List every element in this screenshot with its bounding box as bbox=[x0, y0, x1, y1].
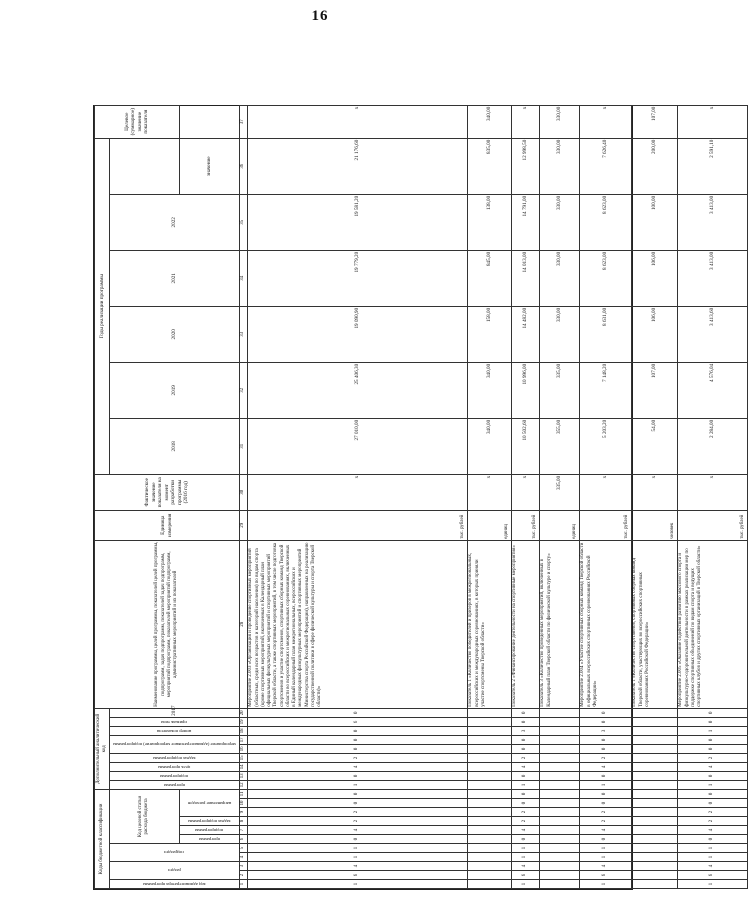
row-final-value: 107,00 bbox=[631, 105, 677, 138]
table-body bbox=[247, 105, 747, 888]
code-cell bbox=[631, 862, 677, 871]
column-index-cell: 20 bbox=[239, 708, 247, 717]
code-cell: 4 bbox=[247, 862, 467, 871]
code-cell: 0 bbox=[579, 717, 631, 726]
column-index-cell: 16 bbox=[239, 744, 247, 753]
code-cell bbox=[539, 789, 579, 798]
code-cell: 1 bbox=[677, 726, 747, 735]
code-cell bbox=[539, 771, 579, 780]
code-cell: 1 bbox=[579, 853, 631, 862]
row-final-value: х bbox=[247, 105, 467, 138]
code-cell: 1 bbox=[247, 780, 467, 789]
code-cell: 0 bbox=[247, 744, 467, 753]
column-index-cell: 4 bbox=[239, 853, 247, 862]
column-index-row bbox=[239, 105, 247, 888]
column-index-cell: 35 bbox=[239, 194, 247, 250]
code-cell: 0 bbox=[677, 744, 747, 753]
row-fact-value: 335,00 bbox=[539, 474, 579, 510]
year-2017-header: 2017 bbox=[109, 708, 239, 717]
code-cell bbox=[539, 762, 579, 771]
year-value-cell: 27 010,00 bbox=[247, 418, 467, 474]
column-index-cell: 36 bbox=[239, 138, 247, 194]
code-cell bbox=[631, 708, 677, 717]
years-header: Годы реализации программы bbox=[95, 138, 110, 474]
code-cell bbox=[467, 871, 511, 880]
code-cell bbox=[539, 853, 579, 862]
code-cell: 0 bbox=[511, 799, 539, 808]
code-cell: 2 bbox=[579, 808, 631, 817]
page-number: 16 bbox=[311, 8, 329, 24]
year-value-cell: 14 482,00 bbox=[511, 306, 539, 362]
code-cell: 1 bbox=[511, 880, 539, 889]
code-cell bbox=[631, 771, 677, 780]
section-header: раздел bbox=[109, 862, 239, 880]
code-cell: 2 bbox=[579, 753, 631, 762]
column-index-cell: 15 bbox=[239, 753, 247, 762]
row-name: Показатель 1 «Количество спортсменов, спортивных сборных команд Тверской области, участвующих во всероссийских спортивных соревнованиях Российской Федерации» bbox=[631, 540, 677, 708]
code-cell bbox=[539, 835, 579, 844]
code-cell: 1 bbox=[247, 880, 467, 889]
column-index-cell: 33 bbox=[239, 306, 247, 362]
code-cell: 6 bbox=[247, 717, 467, 726]
year-value-cell: 330,00 bbox=[539, 250, 579, 306]
code-cell: 2 bbox=[511, 753, 539, 762]
rotated-table-container bbox=[94, 106, 746, 889]
code-cell bbox=[467, 844, 511, 853]
row-name: Мероприятие 2.004 «Участие спортивных сборных команд Тверской области в официальных всероссийских спортивных соревнованиях Российской Федерации» bbox=[579, 540, 631, 708]
code-cell bbox=[631, 880, 677, 889]
code-cell: 6 bbox=[247, 871, 467, 880]
code-cell bbox=[631, 717, 677, 726]
code-cell: 0 bbox=[247, 708, 467, 717]
code-cell bbox=[467, 753, 511, 762]
code-cell bbox=[467, 826, 511, 835]
year-value-cell: 335,00 bbox=[539, 362, 579, 418]
column-index-cell: 29 bbox=[239, 510, 247, 540]
column-index-cell: 8 bbox=[239, 817, 247, 826]
code-cell: 2 bbox=[511, 808, 539, 817]
year-value-cell: 107,00 bbox=[631, 362, 677, 418]
year-value-cell: 106,00 bbox=[631, 250, 677, 306]
row-unit: человек bbox=[631, 510, 677, 540]
code-cell bbox=[539, 708, 579, 717]
year-value-cell: 355,00 bbox=[539, 418, 579, 474]
year-value-cell: 340,00 bbox=[467, 362, 511, 418]
code-cell: 4 bbox=[677, 826, 747, 835]
code-cell bbox=[467, 717, 511, 726]
code-cell bbox=[631, 735, 677, 744]
code-cell bbox=[631, 762, 677, 771]
code-cell: 4 bbox=[511, 826, 539, 835]
code-cell: 6 bbox=[579, 871, 631, 880]
code-cell bbox=[539, 780, 579, 789]
column-index-cell: 6 bbox=[239, 835, 247, 844]
code-cell: 3 bbox=[579, 726, 631, 735]
year-value-cell: 14 013,00 bbox=[511, 250, 539, 306]
code-cell bbox=[539, 871, 579, 880]
year-value-cell: 19 581,20 bbox=[247, 194, 467, 250]
ad-task-header: задача подпрограммы bbox=[109, 753, 239, 762]
code-cell: 0 bbox=[677, 835, 747, 844]
year-value-cell: 4 576,04 bbox=[677, 362, 747, 418]
row-name: Мероприятие 2.005 «Оказание содействия развитию массового спорта и физкультурно-оздоровительной деятельности в рамках реализации мер по поддержке спортивных объединений по видам спорта и ведущих спортивных клубов и других спортивных организаций в Тверской области» bbox=[677, 540, 747, 708]
code-cell bbox=[467, 771, 511, 780]
column-index-cell: 3 bbox=[239, 862, 247, 871]
year-value-cell: 19 090,90 bbox=[247, 306, 467, 362]
code-cell: 4 bbox=[677, 862, 747, 871]
year-value-cell: 8 623,00 bbox=[579, 250, 631, 306]
code-cell bbox=[467, 808, 511, 817]
column-index-cell: 2 bbox=[239, 871, 247, 880]
column-index-cell: 31 bbox=[239, 418, 247, 474]
code-cell: 0 bbox=[579, 771, 631, 780]
code-cell: 1 bbox=[247, 853, 467, 862]
year-value-cell: 54,00 bbox=[631, 418, 677, 474]
year-value-cell: 200,00 bbox=[631, 138, 677, 194]
column-index-cell: 17 bbox=[239, 735, 247, 744]
code-cell bbox=[467, 789, 511, 798]
column-index-cell: 30 bbox=[239, 474, 247, 510]
column-index-cell: 1 bbox=[239, 880, 247, 889]
ad-prog-header: программа bbox=[109, 780, 239, 789]
code-cell: 2 bbox=[677, 753, 747, 762]
year-value-cell: 2 591,10 bbox=[677, 138, 747, 194]
year-value-cell: 21 176,60 bbox=[247, 138, 467, 194]
code-cell: 0 bbox=[511, 835, 539, 844]
code-cell: 6 bbox=[511, 871, 539, 880]
row-final-value: х bbox=[511, 105, 539, 138]
admin-code-header: код администратора программы bbox=[109, 880, 239, 889]
code-cell: 2 bbox=[247, 817, 467, 826]
column-index-cell: 12 bbox=[239, 780, 247, 789]
header-row-1 bbox=[95, 105, 110, 888]
column-index-cell: 11 bbox=[239, 789, 247, 798]
column-index-cell: 19 bbox=[239, 717, 247, 726]
table-row bbox=[467, 105, 511, 888]
unit-header: Единица измерения bbox=[95, 510, 240, 540]
year-value-cell: 8 631,00 bbox=[579, 306, 631, 362]
code-cell: 6 bbox=[677, 871, 747, 880]
code-cell: 0 bbox=[247, 726, 467, 735]
year-value-cell: 2 284,00 bbox=[677, 418, 747, 474]
year-value-cell: 7 148,20 bbox=[579, 362, 631, 418]
ad-sign-header: признак типа bbox=[109, 717, 239, 726]
row-fact-value: х bbox=[579, 474, 631, 510]
code-cell: 0 bbox=[579, 744, 631, 753]
row-final-value: 330,00 bbox=[539, 105, 579, 138]
year-value-cell: 19 779,20 bbox=[247, 250, 467, 306]
year-2018-header: 2018 bbox=[109, 418, 239, 474]
code-cell bbox=[467, 853, 511, 862]
year-value-cell: 10 502,60 bbox=[511, 418, 539, 474]
code-cell: 0 bbox=[579, 735, 631, 744]
code-cell bbox=[467, 817, 511, 826]
code-cell bbox=[631, 726, 677, 735]
column-index-cell: 32 bbox=[239, 362, 247, 418]
year-2019-header: 2019 bbox=[109, 362, 239, 418]
year-value-cell: 106,00 bbox=[631, 306, 677, 362]
code-cell: 4 bbox=[579, 826, 631, 835]
code-cell bbox=[539, 717, 579, 726]
target-article-header: Код целевой статьи расхода бюджета bbox=[109, 789, 179, 843]
code-cell: 1 bbox=[579, 844, 631, 853]
code-cell bbox=[631, 817, 677, 826]
year-value-cell: 330,00 bbox=[539, 138, 579, 194]
column-index-cell: 7 bbox=[239, 826, 247, 835]
column-index-cell: 28 bbox=[239, 540, 247, 708]
code-cell bbox=[631, 826, 677, 835]
code-cell: 2 bbox=[677, 808, 747, 817]
ad-goal-header: цель программы bbox=[109, 762, 239, 771]
row-unit: тыс. рублей bbox=[511, 510, 539, 540]
code-cell: 4 bbox=[511, 762, 539, 771]
table-row bbox=[579, 105, 631, 888]
year-value-cell: 10 996,00 bbox=[511, 362, 539, 418]
code-cell bbox=[539, 799, 579, 808]
code-cell bbox=[631, 871, 677, 880]
code-cell: 1 bbox=[579, 880, 631, 889]
code-cell bbox=[467, 835, 511, 844]
code-cell bbox=[631, 844, 677, 853]
code-cell: 1 bbox=[677, 844, 747, 853]
year-value-cell: 158,00 bbox=[467, 306, 511, 362]
code-cell: 0 bbox=[511, 771, 539, 780]
ad-subprog-header: подпрограмма bbox=[109, 771, 239, 780]
column-index-cell: 37 bbox=[239, 105, 247, 138]
direction-header: направление расходов bbox=[179, 789, 239, 816]
subprog-header: подпрограмма bbox=[179, 826, 239, 835]
code-cell: 0 bbox=[677, 735, 747, 744]
code-cell: 0 bbox=[579, 835, 631, 844]
row-fact-value: х bbox=[631, 474, 677, 510]
code-cell: 3 bbox=[511, 726, 539, 735]
budget-class-header: Коды бюджетной классификации bbox=[95, 789, 110, 888]
code-cell: 0 bbox=[247, 799, 467, 808]
code-cell bbox=[539, 753, 579, 762]
year-value-cell: 5 203,20 bbox=[579, 418, 631, 474]
code-cell: 2 bbox=[579, 817, 631, 826]
code-cell: 0 bbox=[247, 771, 467, 780]
code-cell: 4 bbox=[677, 762, 747, 771]
code-cell bbox=[467, 708, 511, 717]
row-unit: тыс. рублей bbox=[677, 510, 747, 540]
year-2020-header: 2020 bbox=[109, 306, 239, 362]
final-value-header: значение bbox=[179, 138, 239, 194]
row-unit: единиц bbox=[539, 510, 579, 540]
year-value-cell: 340,00 bbox=[467, 418, 511, 474]
code-cell: 0 bbox=[247, 735, 467, 744]
ad-measure-header: мероприятие (административное мероприятие) подпрограммы bbox=[109, 735, 239, 753]
code-cell: 0 bbox=[677, 708, 747, 717]
code-cell bbox=[631, 744, 677, 753]
code-cell bbox=[631, 753, 677, 762]
code-cell: 0 bbox=[677, 799, 747, 808]
code-cell: 0 bbox=[511, 717, 539, 726]
code-cell: 1 bbox=[579, 780, 631, 789]
code-cell: 0 bbox=[511, 789, 539, 798]
year-value-cell: 100,00 bbox=[631, 194, 677, 250]
year-value-cell: 330,00 bbox=[539, 194, 579, 250]
year-2021-header: 2021 bbox=[109, 250, 239, 306]
code-cell: 1 bbox=[511, 853, 539, 862]
code-cell bbox=[539, 726, 579, 735]
code-cell: 0 bbox=[247, 789, 467, 798]
row-final-value: х bbox=[677, 105, 747, 138]
program-table-frame bbox=[93, 105, 746, 890]
code-cell bbox=[539, 844, 579, 853]
code-cell: 0 bbox=[579, 799, 631, 808]
code-cell: 0 bbox=[677, 771, 747, 780]
code-cell bbox=[539, 862, 579, 871]
table-row bbox=[677, 105, 747, 888]
column-index-cell: 14 bbox=[239, 762, 247, 771]
year-value-cell: 14 791,00 bbox=[511, 194, 539, 250]
table-row bbox=[631, 105, 677, 888]
prog-header: программа bbox=[179, 835, 239, 844]
code-cell: 0 bbox=[511, 735, 539, 744]
year-value-cell: 3 413,60 bbox=[677, 306, 747, 362]
row-name: Мероприятие 2.003 «Организация и проведение спортивных мероприятий (областных, среди всех возрастов и категорий населения) по видам спорта (кроме спортивных мероприятий, включенных в Календарный план официальных физкультурных мероприятий и спортивных мероприятий Тверской области, а также спортивных мероприятий, в том числе подготовка спортсменов и участие спортсменов, спортивных сборных команд Тверской области во всероссийских и межрегиональных соревнованиях, включенных в Единый календарный план межрегиональных, всероссийских и международных физкультурных мероприятий и спортивных мероприятий Министерства спорта Российской Федерации), направленных на реализацию государственной политики в сфере физической культуры и спорта Тверской области)» bbox=[247, 540, 467, 708]
code-cell: 4 bbox=[579, 762, 631, 771]
code-cell: 4 bbox=[579, 862, 631, 871]
code-cell bbox=[631, 799, 677, 808]
code-cell: 2 bbox=[247, 808, 467, 817]
code-cell bbox=[467, 744, 511, 753]
code-cell: 0 bbox=[677, 789, 747, 798]
code-cell bbox=[467, 880, 511, 889]
year-value-cell: 8 623,00 bbox=[579, 194, 631, 250]
code-cell: 1 bbox=[511, 780, 539, 789]
code-cell bbox=[631, 789, 677, 798]
task-header: задача подпрограммы bbox=[179, 817, 239, 826]
column-index-cell: 9 bbox=[239, 808, 247, 817]
code-cell: 4 bbox=[247, 826, 467, 835]
code-cell: 1 bbox=[677, 780, 747, 789]
row-fact-value: х bbox=[247, 474, 467, 510]
code-cell bbox=[539, 826, 579, 835]
year-value-cell: 7 626,40 bbox=[579, 138, 631, 194]
column-index-cell: 5 bbox=[239, 844, 247, 853]
code-cell bbox=[539, 817, 579, 826]
final-header: Целевое (суммарное) значение показателя bbox=[95, 105, 180, 138]
subsection-header: подраздел bbox=[109, 844, 239, 862]
code-cell bbox=[467, 735, 511, 744]
year-2022-header: 2022 bbox=[109, 194, 239, 250]
year-value-cell: 845,00 bbox=[467, 250, 511, 306]
year-value-cell: 835,00 bbox=[467, 138, 511, 194]
row-fact-value: х bbox=[467, 474, 511, 510]
row-unit: тыс. рублей bbox=[247, 510, 467, 540]
row-fact-value: х bbox=[511, 474, 539, 510]
row-unit: тыс. рублей bbox=[579, 510, 631, 540]
code-cell: 0 bbox=[579, 708, 631, 717]
column-index-cell: 18 bbox=[239, 726, 247, 735]
code-cell: 2 bbox=[677, 817, 747, 826]
year-value-cell: 25 406,30 bbox=[247, 362, 467, 418]
code-cell bbox=[467, 726, 511, 735]
program-table bbox=[94, 105, 748, 889]
year-value-cell: 138,00 bbox=[467, 194, 511, 250]
row-final-value: 340,00 bbox=[467, 105, 511, 138]
ad-indicator-header: номер показателя bbox=[109, 726, 239, 735]
name-header: Наименование программы, целей программы, показателей целей программы, подпрограмм, задач подпрограмм, показателей задач подпрограмм, мероприятий подпрограмм, показателей мероприятий подпрограмм, административных мероприятий и их показателей bbox=[95, 540, 240, 708]
code-cell bbox=[467, 799, 511, 808]
code-cell bbox=[631, 835, 677, 844]
code-cell: 1 bbox=[511, 844, 539, 853]
code-cell: 1 bbox=[247, 844, 467, 853]
code-cell: 2 bbox=[247, 753, 467, 762]
year-value-cell: 12 998,50 bbox=[511, 138, 539, 194]
additional-code-header: Дополнительный аналитический код bbox=[95, 708, 110, 789]
code-cell: 0 bbox=[677, 717, 747, 726]
row-final-value: х bbox=[579, 105, 631, 138]
code-cell bbox=[467, 862, 511, 871]
table-row bbox=[511, 105, 539, 888]
year-value-cell: 330,00 bbox=[539, 306, 579, 362]
row-name: Показатель 2 «Финансирование деятельности на спортивные мероприятия» bbox=[511, 540, 539, 708]
code-cell: 1 bbox=[677, 880, 747, 889]
code-cell: 1 bbox=[677, 853, 747, 862]
code-cell bbox=[539, 808, 579, 817]
code-cell: 2 bbox=[511, 817, 539, 826]
fact-header: Фактическое значение показателя на момент разработки программы (2016 год) bbox=[95, 474, 240, 510]
column-index-cell: 10 bbox=[239, 799, 247, 808]
code-cell: 0 bbox=[579, 789, 631, 798]
code-cell: 0 bbox=[247, 835, 467, 844]
year-value-cell: 3 413,00 bbox=[677, 194, 747, 250]
row-name: Показатель 1 «Количество победителей и призеров в межрегиональных, всероссийских и международных соревнованиях, в которых приняли участие спортсмены Тверской области» bbox=[467, 540, 511, 708]
column-index-cell: 34 bbox=[239, 250, 247, 306]
code-cell bbox=[631, 808, 677, 817]
code-cell: 0 bbox=[511, 744, 539, 753]
row-name: Показатель 3 «Количество проведенных мероприятий, включенных в Календарный план Тверской области по физической культуре и спорту» bbox=[539, 540, 579, 708]
code-cell bbox=[539, 744, 579, 753]
table-row bbox=[539, 105, 579, 888]
code-cell: 4 bbox=[511, 862, 539, 871]
code-cell bbox=[539, 735, 579, 744]
code-cell bbox=[631, 853, 677, 862]
table-row bbox=[247, 105, 467, 888]
row-unit: единиц bbox=[467, 510, 511, 540]
code-cell: 0 bbox=[511, 708, 539, 717]
code-cell bbox=[631, 780, 677, 789]
code-cell bbox=[467, 780, 511, 789]
column-index-cell: 13 bbox=[239, 771, 247, 780]
code-cell bbox=[539, 880, 579, 889]
code-cell: 4 bbox=[247, 762, 467, 771]
row-fact-value: х bbox=[677, 474, 747, 510]
code-cell bbox=[467, 762, 511, 771]
year-value-cell: 3 413,00 bbox=[677, 250, 747, 306]
